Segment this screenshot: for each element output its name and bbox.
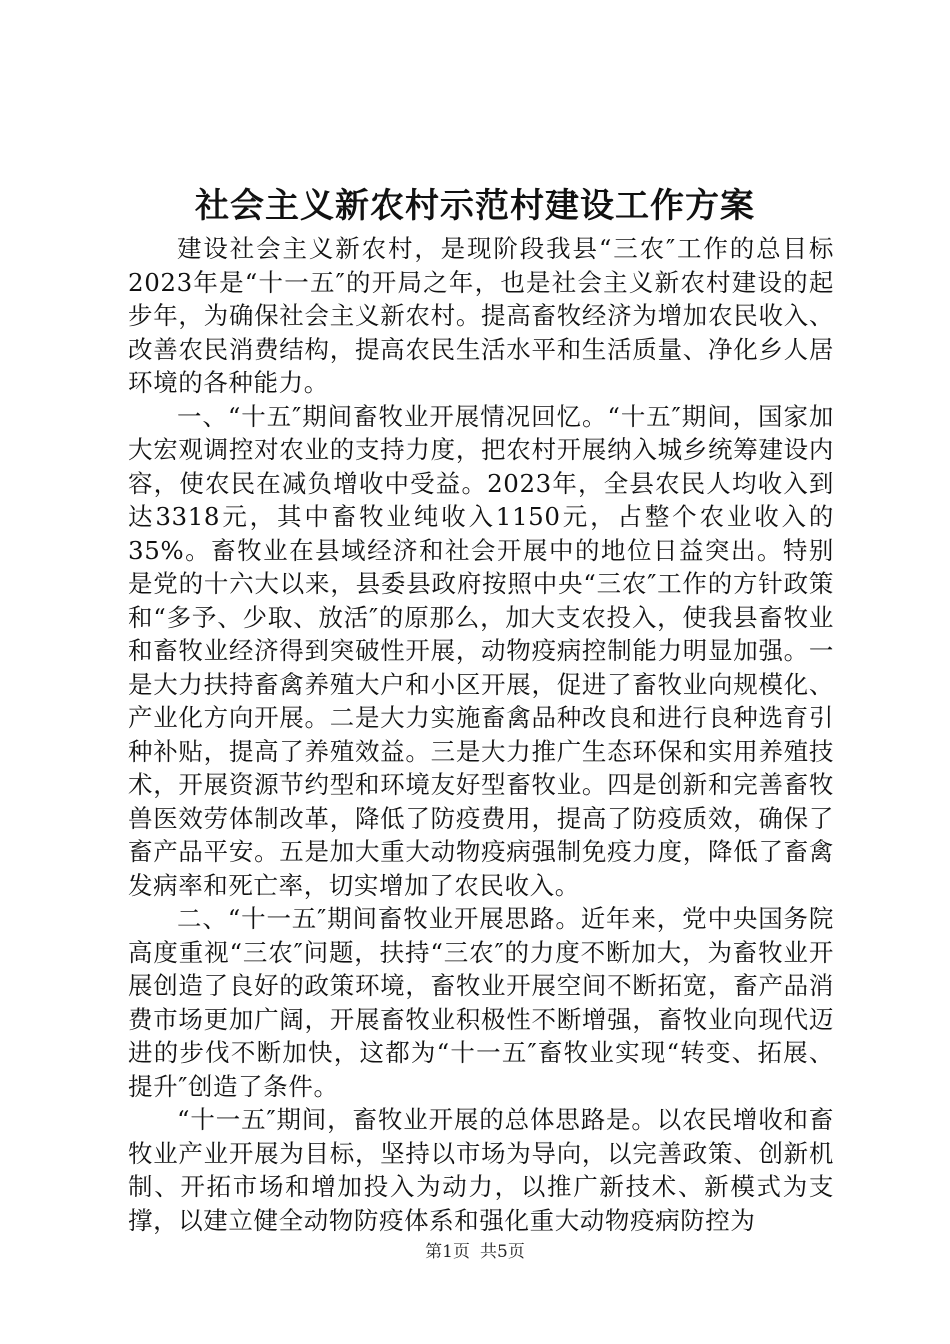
page-total: 共5页: [480, 1242, 525, 1262]
page-number: 第1页: [425, 1242, 470, 1262]
document-title: 社会主义新农村示范村建设工作方案: [195, 186, 755, 226]
paragraph-section-2: 二、“十一五″期间畜牧业开展思路。近年来，党中央国务院高度重视“三农″问题，扶持“三农″的力度不断加大，为畜牧业开展创造了良好的政策环境，畜牧业开展空间不断拓宽，畜产品消费市场更加广阔，开展畜牧业积极性不断增强，畜牧业向现代迈进的步伐不断加快，这都为“十一五″畜牧业实现“转变、拓展、提升″创造了条件。: [128, 904, 834, 1101]
paragraph-intro: 建设社会主义新农村，是现阶段我县“三农″工作的总目标2023年是“十一五″的开局之年，也是社会主义新农村建设的起步年，为确保社会主义新农村。提高畜牧经济为增加农民收入、改善农民消费结构，提高农民生活水平和生活质量、净化乡人居环境的各种能力。: [128, 234, 834, 397]
page-footer: [0, 1240, 950, 1264]
document-body: [128, 232, 834, 1237]
paragraph-section-1: 一、“十五″期间畜牧业开展情况回忆。“十五″期间，国家加大宏观调控对农业的支持力度，把农村开展纳入城乡统筹建设内容，使农民在减负增收中受益。2023年，全县农民人均收入到达3318元，其中畜牧业纯收入1150元，占整个农业收入的35%。畜牧业在县域经济和社会开展中的地位日益突出。特别是党的十六大以来，县委县政府按照中央“三农″工作的方针政策和“多予、少取、放活″的原那么，加大支农投入，使我县畜牧业和畜牧业经济得到突破性开展，动物疫病控制能力明显加强。一是大力扶持畜禽养殖大户和小区开展，促进了畜牧业向规模化、产业化方向开展。二是大力实施畜禽品种改良和进行良种选育引种补贴，提高了养殖效益。三是大力推广生态环保和实用养殖技术，开展资源节约型和环境友好型畜牧业。四是创新和完善畜牧兽医效劳体制改革，降低了防疫费用，提高了防疫质效，确保了畜产品平安。五是加大重大动物疫病强制免疫力度，降低了畜禽发病率和死亡率，切实增加了农民收入。: [128, 401, 834, 900]
paragraph-general-approach: “十一五″期间，畜牧业开展的总体思路是。以农民增收和畜牧业产业开展为目标，坚持以市场为导向，以完善政策、创新机制、开拓市场和增加投入为动力，以推广新技术、新模式为支撑，以建立健全动物防疫体系和强化重大动物疫病防控为: [128, 1105, 834, 1235]
